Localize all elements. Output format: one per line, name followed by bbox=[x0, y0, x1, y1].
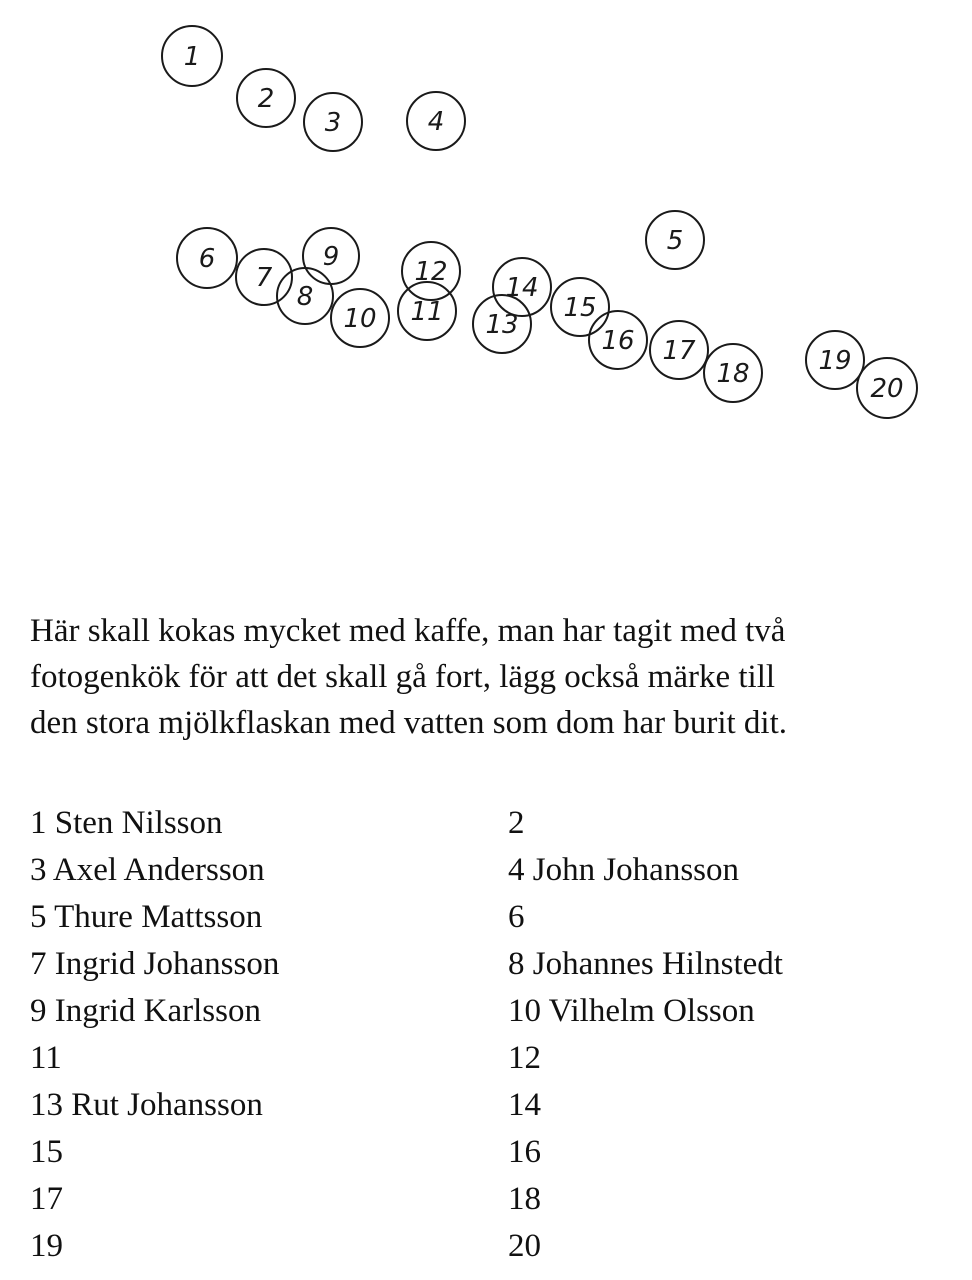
figure-marker-3 bbox=[304, 93, 362, 151]
figure-marker-12 bbox=[402, 242, 460, 300]
person-entry-2: 2 bbox=[508, 805, 525, 841]
svg-text:14: 14 bbox=[505, 273, 539, 303]
svg-text:1: 1 bbox=[183, 42, 201, 72]
svg-text:6: 6 bbox=[198, 244, 216, 274]
figure-marker-1 bbox=[162, 26, 222, 86]
person-entry-8: 8 Johannes Hilnstedt bbox=[508, 946, 783, 982]
person-entry-9: 9 Ingrid Karlsson bbox=[30, 993, 261, 1029]
figure-marker-11 bbox=[398, 282, 456, 340]
svg-text:18: 18 bbox=[716, 359, 750, 389]
person-entry-19: 19 bbox=[30, 1228, 63, 1264]
svg-text:7: 7 bbox=[255, 263, 273, 293]
person-entry-15: 15 bbox=[30, 1134, 63, 1170]
svg-text:9: 9 bbox=[322, 242, 340, 272]
person-entry-20: 20 bbox=[508, 1228, 541, 1264]
person-entry-16: 16 bbox=[508, 1134, 541, 1170]
figure-marker-19 bbox=[806, 331, 864, 389]
svg-text:17: 17 bbox=[662, 336, 696, 366]
svg-text:2: 2 bbox=[257, 84, 275, 114]
svg-text:3: 3 bbox=[324, 108, 342, 138]
person-entry-13: 13 Rut Johansson bbox=[30, 1087, 263, 1123]
photo-caption: Här skall kokas mycket med kaffe, man har tagit med två fotogenkök för att det skall gå fort, lägg också märke till den stora mjölkflaskan med vatten som dom har burit dit. bbox=[30, 613, 788, 741]
person-entry-5: 5 Thure Mattsson bbox=[30, 899, 263, 935]
svg-text:19: 19 bbox=[818, 346, 852, 376]
figure-marker-13 bbox=[473, 295, 531, 353]
svg-text:16: 16 bbox=[601, 326, 635, 356]
people-list bbox=[30, 800, 930, 1270]
numbered-figure-sketch bbox=[0, 0, 972, 560]
figure-marker-17 bbox=[650, 321, 708, 379]
person-entry-11: 11 bbox=[30, 1040, 62, 1076]
person-entry-3: 3 Axel Andersson bbox=[30, 852, 265, 888]
svg-text:12: 12 bbox=[414, 257, 448, 287]
person-entry-4: 4 John Johansson bbox=[508, 852, 740, 888]
svg-text:20: 20 bbox=[870, 374, 904, 404]
svg-text:11: 11 bbox=[410, 297, 444, 327]
figure-marker-5 bbox=[646, 211, 704, 269]
svg-text:10: 10 bbox=[343, 304, 377, 334]
figure-marker-6 bbox=[177, 228, 237, 288]
person-entry-6: 6 bbox=[508, 899, 525, 935]
person-entry-12: 12 bbox=[508, 1040, 541, 1076]
person-entry-17: 17 bbox=[30, 1181, 63, 1217]
svg-text:5: 5 bbox=[666, 226, 684, 256]
figure-marker-10 bbox=[331, 289, 389, 347]
person-entry-10: 10 Vilhelm Olsson bbox=[508, 993, 755, 1029]
svg-text:8: 8 bbox=[296, 282, 314, 312]
figure-marker-4 bbox=[407, 92, 465, 150]
figure-marker-15 bbox=[551, 278, 609, 336]
figure-marker-18 bbox=[704, 344, 762, 402]
figure-marker-16 bbox=[589, 311, 647, 369]
figure-marker-20 bbox=[857, 358, 917, 418]
person-entry-1: 1 Sten Nilsson bbox=[30, 805, 223, 841]
figure-marker-2 bbox=[237, 69, 295, 127]
person-entry-7: 7 Ingrid Johansson bbox=[30, 946, 280, 982]
svg-text:4: 4 bbox=[427, 107, 445, 137]
person-entry-18: 18 bbox=[508, 1181, 541, 1217]
svg-text:15: 15 bbox=[563, 293, 597, 323]
svg-text:13: 13 bbox=[485, 310, 519, 340]
person-entry-14: 14 bbox=[508, 1087, 541, 1123]
figure-marker-9 bbox=[303, 228, 359, 284]
figure-marker-14 bbox=[493, 258, 551, 316]
